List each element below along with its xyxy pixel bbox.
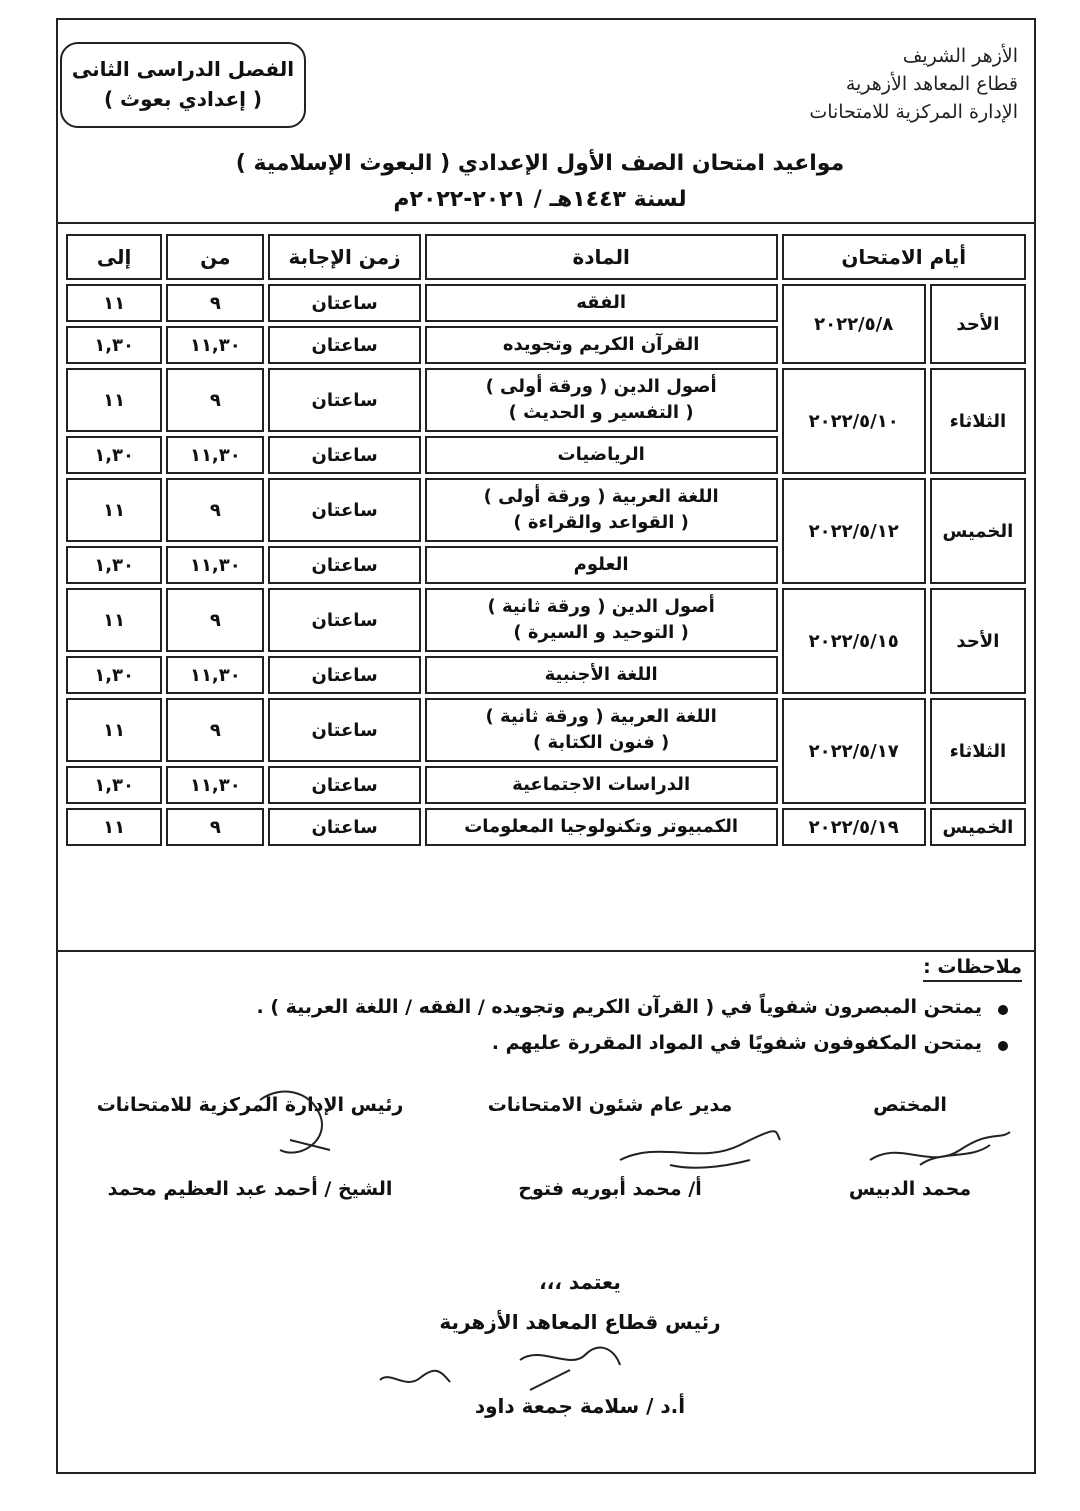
director-title: مدير عام شئون الامتحانات xyxy=(487,1094,733,1116)
exam-day-cell: الخميس xyxy=(930,478,1026,584)
note-item xyxy=(80,1032,1022,1054)
subject-line: أصول الدين ( ورقة ثانية ) xyxy=(487,596,715,617)
subject-cell xyxy=(425,698,778,762)
exam-day-cell: الثلاثاء xyxy=(930,368,1026,474)
term-line-1: الفصل الدراسى الثانى xyxy=(71,57,295,81)
exam-day-cell: الخميس xyxy=(930,808,1026,846)
header-days: أيام الامتحان xyxy=(782,234,1027,280)
subject-cell xyxy=(425,326,778,364)
from-time-cell: ٩ xyxy=(166,698,264,762)
table-divider xyxy=(56,950,1036,952)
specialist-signature xyxy=(860,1120,1020,1180)
approval-title: رئيس قطاع المعاهد الأزهرية xyxy=(439,1310,721,1334)
to-time-cell: ١١ xyxy=(66,368,162,432)
table-header-row xyxy=(66,234,1026,280)
from-time-cell: ٩ xyxy=(166,368,264,432)
subject-line: القرآن الكريم وتجويده xyxy=(502,334,700,355)
duration-cell: ساعتان xyxy=(268,284,420,322)
director-signature xyxy=(600,1110,790,1180)
subject-cell xyxy=(425,808,778,846)
table-row xyxy=(66,588,1026,652)
to-time-cell: ١١ xyxy=(66,478,162,542)
logo-line-2: قطاع المعاهد الأزهرية xyxy=(845,73,1018,95)
from-time-cell: ١١,٣٠ xyxy=(166,436,264,474)
exam-date-cell: ٢٠٢٢/٥/١٥ xyxy=(782,588,926,694)
duration-cell: ساعتان xyxy=(268,766,420,804)
duration-cell: ساعتان xyxy=(268,326,420,364)
head-name: الشيخ / أحمد عبد العظيم محمد xyxy=(107,1178,393,1200)
to-time-cell: ١,٣٠ xyxy=(66,766,162,804)
subject-line: اللغة العربية ( ورقة أولى ) xyxy=(483,486,719,507)
to-time-cell: ١١ xyxy=(66,808,162,846)
duration-cell: ساعتان xyxy=(268,478,420,542)
exam-day-cell: الثلاثاء xyxy=(930,698,1026,804)
subject-cell xyxy=(425,436,778,474)
subject-cell xyxy=(425,546,778,584)
to-time-cell: ١١ xyxy=(66,588,162,652)
header-divider xyxy=(56,222,1036,224)
subject-line: الكمبيوتر وتكنولوجيا المعلومات xyxy=(464,816,739,837)
table-row xyxy=(66,368,1026,432)
logo-line-1: الأزهر الشريف xyxy=(902,45,1018,67)
duration-cell: ساعتان xyxy=(268,808,420,846)
from-time-cell: ٩ xyxy=(166,808,264,846)
table-row xyxy=(66,698,1026,762)
duration-cell: ساعتان xyxy=(268,368,420,432)
term-box xyxy=(60,42,306,128)
duration-cell: ساعتان xyxy=(268,436,420,474)
term-line-2: ( إعدادي بعوث ) xyxy=(103,87,263,111)
subject-cell xyxy=(425,284,778,322)
duration-cell: ساعتان xyxy=(268,588,420,652)
to-time-cell: ١,٣٠ xyxy=(66,326,162,364)
exam-date-cell: ٢٠٢٢/٥/١٢ xyxy=(782,478,926,584)
table-row xyxy=(66,808,1026,846)
note-text: يمتحن المكفوفون شفويًا في المواد المقررة عليهم . xyxy=(491,1032,982,1054)
duration-cell: ساعتان xyxy=(268,698,420,762)
subject-line: اللغة العربية ( ورقة ثانية ) xyxy=(485,706,717,727)
duration-cell: ساعتان xyxy=(268,656,420,694)
header-from: من xyxy=(166,234,264,280)
subject-line: أصول الدين ( ورقة أولى ) xyxy=(485,376,717,397)
duration-cell: ساعتان xyxy=(268,546,420,584)
exam-date-cell: ٢٠٢٢/٥/١٧ xyxy=(782,698,926,804)
subject-cell xyxy=(425,656,778,694)
to-time-cell: ١١ xyxy=(66,698,162,762)
note-text: يمتحن المبصرون شفوياً في ( القرآن الكريم وتجويده / الفقه / اللغة العربية ) . xyxy=(256,996,982,1018)
subject-cell xyxy=(425,588,778,652)
specialist-title: المختص xyxy=(873,1094,947,1116)
header-to: إلى xyxy=(66,234,162,280)
from-time-cell: ٩ xyxy=(166,588,264,652)
from-time-cell: ١١,٣٠ xyxy=(166,766,264,804)
title-line-2: لسنة ١٤٤٣هـ / ٢٠٢١-٢٠٢٢م xyxy=(393,187,687,212)
exam-day-cell: الأحد xyxy=(930,588,1026,694)
note-item xyxy=(80,996,1022,1018)
document-title xyxy=(60,146,1020,218)
header-subject: المادة xyxy=(425,234,778,280)
header-duration: زمن الإجابة xyxy=(268,234,420,280)
subject-line: الدراسات الاجتماعية xyxy=(512,774,691,795)
head-signature xyxy=(240,1080,360,1170)
subject-line: ( التفسير و الحديث ) xyxy=(508,402,694,423)
to-time-cell: ١,٣٠ xyxy=(66,656,162,694)
approval-signature xyxy=(370,1340,630,1410)
subject-line: العلوم xyxy=(573,554,629,575)
specialist-name: محمد الدبيس xyxy=(848,1178,972,1200)
bullet-icon xyxy=(998,1041,1008,1051)
title-line-1: مواعيد امتحان الصف الأول الإعدادي ( البعوث الإسلامية ) xyxy=(235,151,845,176)
azhar-letterhead-logo xyxy=(748,42,1018,126)
from-time-cell: ٩ xyxy=(166,284,264,322)
approval-name: أ.د / سلامة جمعة داود xyxy=(474,1394,686,1418)
to-time-cell: ١١ xyxy=(66,284,162,322)
subject-cell xyxy=(425,368,778,432)
to-time-cell: ١,٣٠ xyxy=(66,436,162,474)
notes-label: ملاحظات : xyxy=(923,956,1022,982)
subject-line: اللغة الأجنبية xyxy=(544,664,658,685)
from-time-cell: ١١,٣٠ xyxy=(166,326,264,364)
exam-day-cell: الأحد xyxy=(930,284,1026,364)
subject-cell xyxy=(425,766,778,804)
table-row xyxy=(66,284,1026,322)
table-row xyxy=(66,478,1026,542)
logo-line-3: الإدارة المركزية للامتحانات xyxy=(809,101,1018,123)
subject-line: الرياضيات xyxy=(557,444,645,465)
from-time-cell: ١١,٣٠ xyxy=(166,546,264,584)
to-time-cell: ١,٣٠ xyxy=(66,546,162,584)
director-name: أ/ محمد أبوريه فتوح xyxy=(518,1178,702,1200)
approval-label: يعتمد ،،، xyxy=(539,1270,621,1294)
from-time-cell: ٩ xyxy=(166,478,264,542)
exam-date-cell: ٢٠٢٢/٥/٨ xyxy=(782,284,926,364)
exam-date-cell: ٢٠٢٢/٥/١٠ xyxy=(782,368,926,474)
subject-cell xyxy=(425,478,778,542)
subject-line: ( التوحيد و السيرة ) xyxy=(513,622,689,643)
subject-line: ( القواعد والقراءة ) xyxy=(513,512,689,533)
notes-section xyxy=(80,956,1022,1054)
subject-line: ( فنون الكتابة ) xyxy=(533,732,670,753)
bullet-icon xyxy=(998,1005,1008,1015)
exam-date-cell: ٢٠٢٢/٥/١٩ xyxy=(782,808,926,846)
exam-schedule-table xyxy=(62,230,1030,850)
from-time-cell: ١١,٣٠ xyxy=(166,656,264,694)
subject-line: الفقه xyxy=(576,292,627,313)
head-title: رئيس الإدارة المركزية للامتحانات xyxy=(96,1094,404,1116)
table-body xyxy=(66,284,1026,846)
